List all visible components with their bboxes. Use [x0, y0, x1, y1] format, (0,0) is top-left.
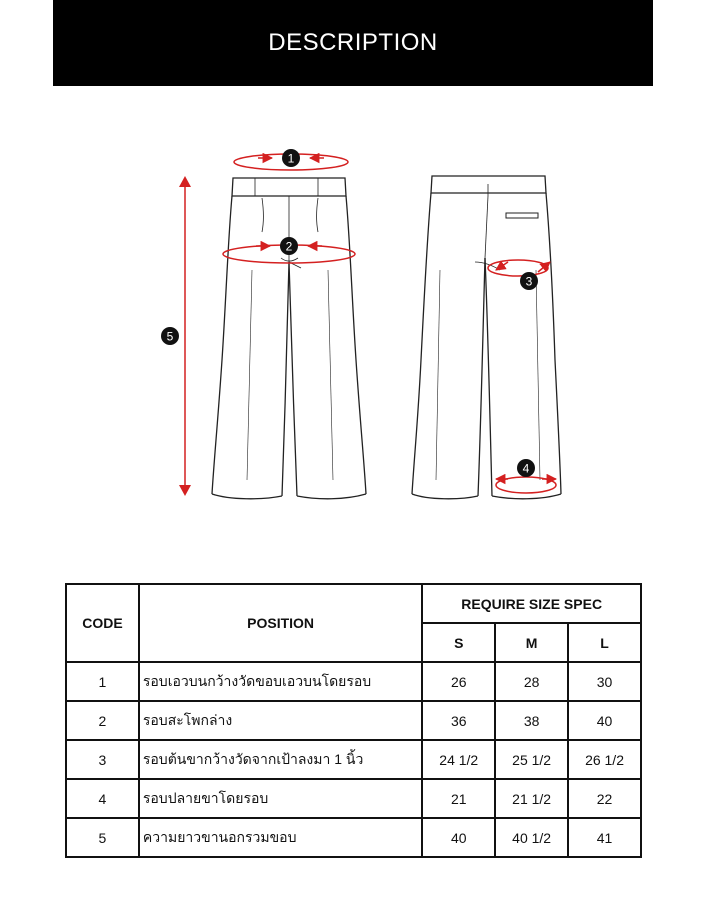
header-title: DESCRIPTION: [268, 29, 438, 56]
pants-measurement-diagram: [0, 130, 705, 530]
row-position: รอบเอวบนกว้างวัดขอบเอวบนโดยรอบ: [139, 662, 422, 701]
marker-1: [282, 149, 300, 167]
position-header: POSITION: [139, 584, 422, 662]
row-size-s: 26: [422, 662, 495, 701]
front-pants-drawing: [212, 178, 366, 499]
size-spec-table: [65, 583, 642, 858]
row-size-s: 36: [422, 701, 495, 740]
description-header: [53, 0, 653, 86]
marker-3: [520, 272, 538, 290]
size-m-header: M: [495, 623, 568, 662]
require-size-spec-header: REQUIRE SIZE SPEC: [422, 584, 641, 623]
svg-text:1: 1: [287, 151, 295, 166]
row-size-s: 21: [422, 779, 495, 818]
row-code: 2: [66, 701, 139, 740]
row-size-s: 40: [422, 818, 495, 857]
row-position: รอบสะโพกล่าง: [139, 701, 422, 740]
row-size-m: 38: [495, 701, 568, 740]
marker-4: [517, 459, 535, 477]
back-pants-drawing: [412, 176, 561, 499]
size-l-header: L: [568, 623, 641, 662]
row-size-m: 40 1/2: [495, 818, 568, 857]
row-size-l: 26 1/2: [568, 740, 641, 779]
marker-5: [161, 327, 179, 345]
row-position: รอบต้นขากว้างวัดจากเป้าลงมา 1 นิ้ว: [139, 740, 422, 779]
row-size-l: 40: [568, 701, 641, 740]
row-position: ความยาวขานอกรวมขอบ: [139, 818, 422, 857]
row-size-l: 30: [568, 662, 641, 701]
row-size-l: 41: [568, 818, 641, 857]
table-row: [66, 818, 641, 857]
row-size-l: 22: [568, 779, 641, 818]
row-code: 4: [66, 779, 139, 818]
size-s-header: S: [422, 623, 495, 662]
row-size-m: 21 1/2: [495, 779, 568, 818]
row-size-s: 24 1/2: [422, 740, 495, 779]
svg-text:2: 2: [285, 239, 293, 254]
row-size-m: 28: [495, 662, 568, 701]
measure-length-arrow: [179, 176, 191, 496]
table-row: [66, 740, 641, 779]
svg-text:3: 3: [525, 274, 533, 289]
svg-text:4: 4: [522, 461, 530, 476]
row-size-m: 25 1/2: [495, 740, 568, 779]
svg-text:5: 5: [166, 329, 174, 344]
row-code: 5: [66, 818, 139, 857]
table-row: [66, 779, 641, 818]
row-code: 1: [66, 662, 139, 701]
measure-hem-ellipse: [496, 477, 556, 493]
table-row: [66, 701, 641, 740]
row-position: รอบปลายขาโดยรอบ: [139, 779, 422, 818]
code-header: CODE: [66, 584, 139, 662]
marker-2: [280, 237, 298, 255]
row-code: 3: [66, 740, 139, 779]
table-row: [66, 662, 641, 701]
